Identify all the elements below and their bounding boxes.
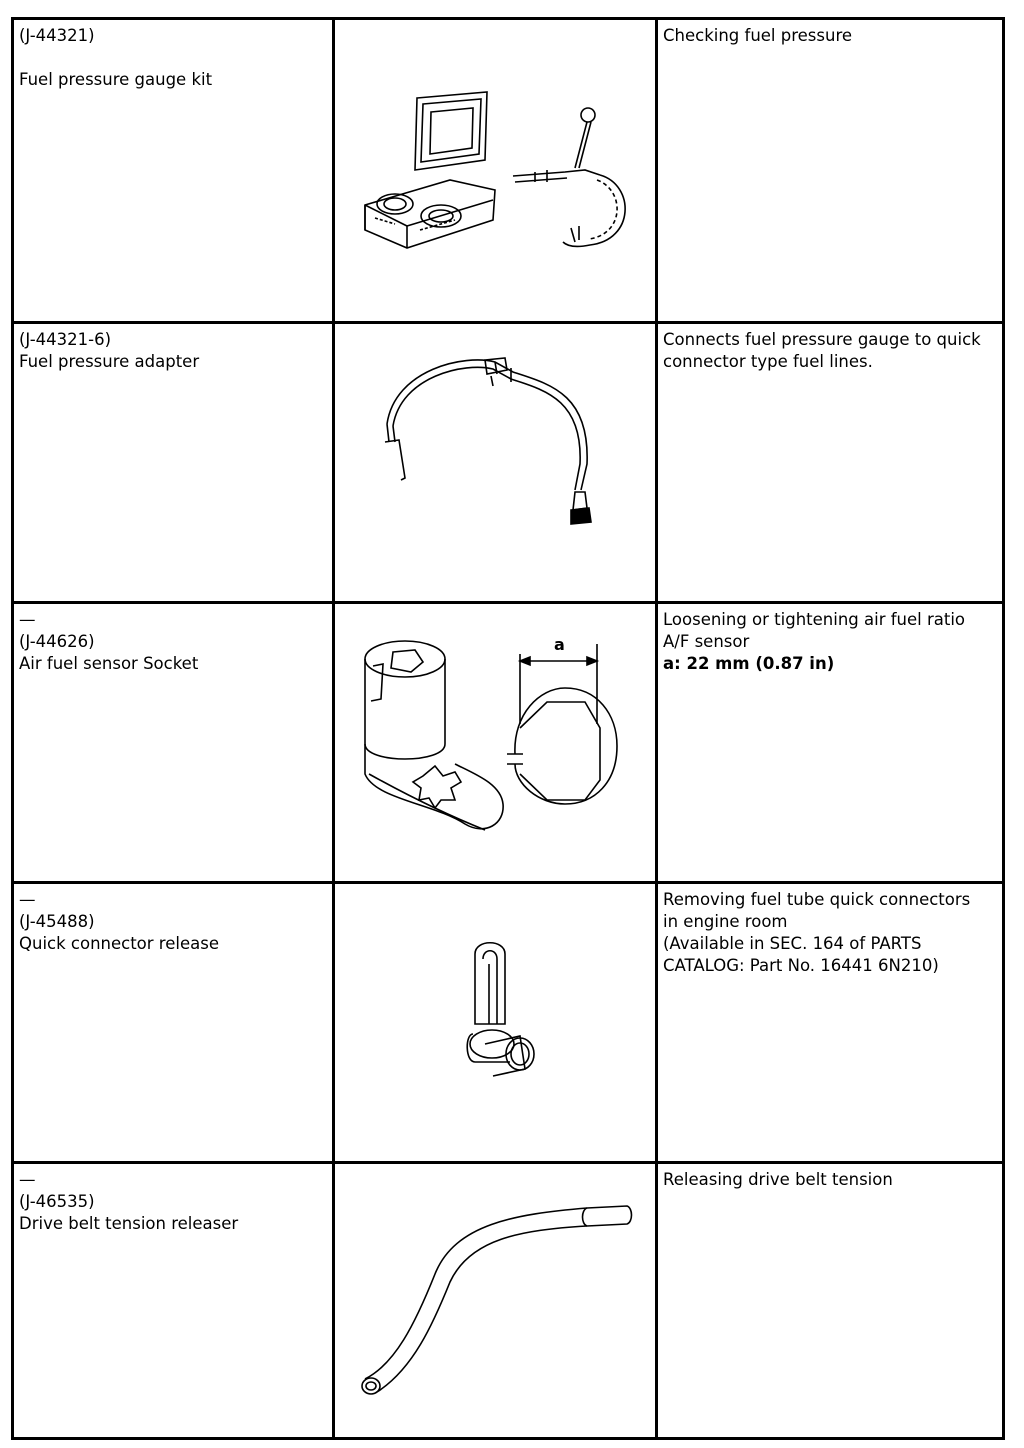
- tool-number: (J-44626): [19, 632, 95, 651]
- tool-description-cell: [657, 1163, 1004, 1439]
- tool-spec: a: 22 mm (0.87 in): [663, 654, 835, 673]
- tool-description-line: Connects fuel pressure gauge to quick: [663, 330, 981, 349]
- tool-description: Releasing drive belt tension: [663, 1170, 893, 1189]
- tool-number: (J-44321): [19, 26, 95, 45]
- tool-illustration-cell: [334, 19, 657, 323]
- special-tools-table: [11, 17, 1005, 1440]
- fuel-pressure-gauge-kit-illustration: [335, 20, 657, 323]
- tool-illustration-cell: [334, 1163, 657, 1439]
- table-row: [13, 603, 1004, 883]
- tool-description-line: A/F sensor: [663, 632, 750, 651]
- table-row: [13, 323, 1004, 603]
- tool-number: (J-45488): [19, 912, 95, 931]
- dash-marker: —: [19, 890, 36, 909]
- tool-description-line: Removing fuel tube quick connectors: [663, 890, 971, 909]
- tool-illustration-cell: [334, 883, 657, 1163]
- quick-connector-release-illustration: [335, 884, 657, 1163]
- dimension-label: a: [554, 635, 565, 654]
- tool-description-line: connector type fuel lines.: [663, 352, 873, 371]
- tool-description-cell: [657, 323, 1004, 603]
- tool-name-cell: [13, 603, 334, 883]
- tool-illustration-cell: [334, 323, 657, 603]
- tool-description-line: (Available in SEC. 164 of PARTS: [663, 934, 922, 953]
- tool-number: (J-46535): [19, 1192, 95, 1211]
- tool-name: Quick connector release: [19, 934, 219, 953]
- tool-description-line: CATALOG: Part No. 16441 6N210): [663, 956, 939, 975]
- tool-description-line: in engine room: [663, 912, 788, 931]
- dash-marker: —: [19, 1170, 36, 1189]
- fuel-pressure-adapter-illustration: [335, 324, 657, 603]
- table-row: [13, 19, 1004, 323]
- tool-name-cell: [13, 883, 334, 1163]
- table-row: [13, 883, 1004, 1163]
- tool-name-cell: [13, 323, 334, 603]
- tool-description-cell: [657, 19, 1004, 323]
- tool-name-cell: [13, 1163, 334, 1439]
- tool-description: Checking fuel pressure: [663, 26, 853, 45]
- table-row: [13, 1163, 1004, 1439]
- tool-name: Drive belt tension releaser: [19, 1214, 239, 1233]
- tool-description-line: Loosening or tightening air fuel ratio: [663, 610, 966, 629]
- tool-description-cell: [657, 603, 1004, 883]
- tool-description-cell: [657, 883, 1004, 1163]
- drive-belt-tension-releaser-illustration: [335, 1164, 657, 1439]
- tool-name: Air fuel sensor Socket: [19, 654, 199, 673]
- tool-name-cell: [13, 19, 334, 323]
- dash-marker: —: [19, 610, 36, 629]
- tool-number: (J-44321-6): [19, 330, 112, 349]
- tool-name: Fuel pressure adapter: [19, 352, 200, 371]
- tool-illustration-cell: [334, 603, 657, 883]
- air-fuel-sensor-socket-illustration: [335, 604, 657, 883]
- tool-name: Fuel pressure gauge kit: [19, 70, 213, 89]
